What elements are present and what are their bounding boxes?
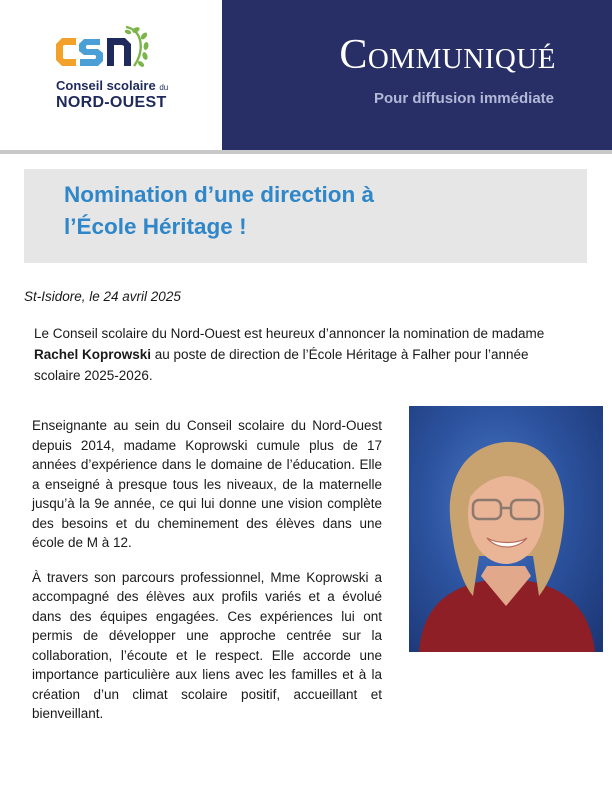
logo-name-line1 [56, 78, 168, 93]
communique-banner [222, 0, 612, 150]
headline-line2: l’École Héritage ! [64, 214, 247, 239]
csn-logo-icon [52, 22, 162, 82]
headline-line1: Nomination d’une direction à [64, 182, 375, 207]
banner-subtitle: Pour diffusion immédiate [373, 90, 554, 107]
body-text [32, 416, 382, 724]
portrait-photo [409, 406, 603, 652]
intro-name: Rachel Koprowski [34, 347, 152, 362]
logo-name-main: Conseil scolaire [56, 78, 156, 93]
portrait-illustration [409, 406, 603, 652]
headline [64, 179, 524, 243]
dateline: St-Isidore, le 24 avril 2025 [24, 289, 181, 304]
intro-before: Le Conseil scolaire du Nord-Ouest est heureux d’annoncer la nomination de madame [34, 326, 545, 341]
logo-panel [0, 0, 222, 150]
banner-title: Communiqué [339, 32, 556, 78]
logo-name-small: du [159, 83, 169, 92]
logo-name-line2: NORD-OUEST [56, 94, 167, 111]
header-divider [0, 150, 612, 154]
body-paragraph: Enseignante au sein du Conseil scolaire du Nord-Ouest depuis 2014, madame Koprowski cumule plus de 17 années d’expérience dans le domaine de l’éducation. Elle a enseigné à presque tous les niveaux, de la maternelle jusqu’à la 9e année, ce qui lui donne une vision complète des besoins et du cheminement des élèves dans une école de M à 12. [32, 418, 382, 550]
header [0, 0, 612, 150]
headline-box [24, 169, 587, 263]
intro-paragraph [34, 323, 576, 386]
intro-after: au poste de direction de l’École Héritage à Falher pour l’année scolaire 2025-2026. [34, 347, 529, 383]
body-paragraph: À travers son parcours professionnel, Mme Koprowski a accompagné des élèves aux profils variés et a évolué dans des équipes engagées. Ces expériences lui ont permis de développer une approche centrée sur la collaboration, l’écoute et le respect. Elle accorde une importance particulière aux liens avec les familles et à la création d’un climat scolaire positif, accueillant et bienveillant. [32, 569, 382, 721]
